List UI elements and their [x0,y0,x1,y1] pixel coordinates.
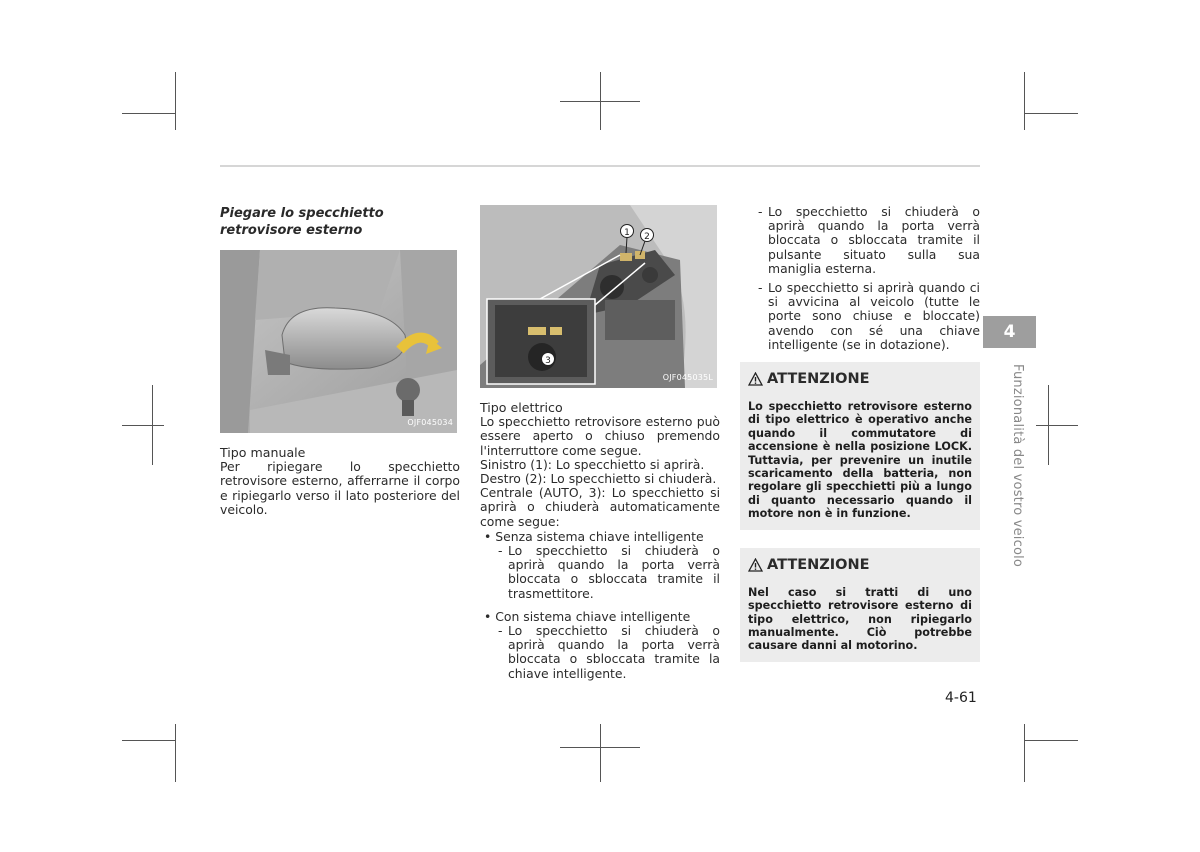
chapter-title: Funzionalità del vostro veicolo [1010,364,1025,568]
line-sinistro: Sinistro (1): Lo specchietto si aprirà. [480,456,705,472]
crop-mark [600,724,601,782]
warning-triangle-icon [748,372,763,386]
warning-title: ATTENZIONE [748,370,972,388]
crop-mark [122,740,176,741]
warning-text: Lo specchietto retrovisore esterno di tipo elettrico è operativo anche quando il commutatore di accensione è nella posizione LOCK. Tuttavia, per prevenire un inutile scaricamento della batteria, non regolare gli specchietti più a lungo di quanto necessario quando il motore non è in funzione. [748,400,972,521]
crop-mark [122,113,176,114]
right-column [740,205,980,662]
manual-type-text: Per ripiegare lo specchietto retrovisore esterno, afferrarne il corpo e ripiegarlo verso il lato posteriore del veicolo. [220,459,460,517]
middle-column [480,205,720,681]
mirror-illustration [220,250,457,433]
page-number: 4-61 [945,690,977,706]
dash-item: - Lo specchietto si chiuderà o aprirà quando la porta verrà bloccata o sbloccata tramite la chiave intelligente. [498,623,720,681]
warning-box [740,548,980,662]
crop-mark [122,425,164,426]
figure-code: OJF045035L [662,372,713,382]
electric-intro: Lo specchietto retrovisore esterno può essere aperto o chiuso premendo l'interruttore come segue. [480,414,720,458]
crop-mark [1024,113,1078,114]
dash-item: - Lo specchietto si chiuderà o aprirà quando la porta verrà bloccata o sbloccata tramite il pulsante situato sulla sua maniglia esterna. [758,204,980,276]
callout-1: 1 [624,228,630,238]
figure-code: OJF045034 [407,417,453,427]
crop-mark [560,747,640,748]
dash-item: - Lo specchietto si chiuderà o aprirà quando la porta verrà bloccata o sbloccata tramite il trasmettitore. [498,543,720,601]
header-rule [220,165,980,167]
crop-mark [1024,72,1025,130]
chapter-tab: 4 [983,316,1036,348]
warning-triangle-icon [748,558,763,572]
warning-title: ATTENZIONE [748,556,972,574]
dash-item: - Lo specchietto si aprirà quando ci si avvicina al veicolo (tutte le porte sono chiuse e bloccate) avendo con sé una chiave intelligente (se in dotazione). [758,280,980,352]
callout-2: 2 [644,232,650,242]
bullet-no-smart-key: • Senza sistema chiave intelligente [484,528,704,544]
line-centrale: Centrale (AUTO, 3): Lo specchietto si aprirà o chiuderà automaticamente come segue: [480,485,721,529]
manual-type-subhead: Tipo manuale [220,445,306,460]
crop-mark [175,72,176,130]
bullet-smart-key: • Con sistema chiave intelligente [484,608,691,624]
warning-text: Nel caso si tratti di uno specchietto retrovisore esterno di tipo elettrico, non ripiegarlo manualmente. Ciò potrebbe causare danni al motorino. [748,585,972,653]
left-column [220,205,460,517]
warning-box [740,362,980,530]
line-destro: Destro (2): Lo specchietto si chiuderà. [480,471,717,487]
electric-type-subhead: Tipo elettrico [480,400,563,415]
section-heading: Piegare lo specchietto retrovisore esterno [220,206,384,238]
crop-mark [175,724,176,782]
electric-switch-figure [480,205,717,388]
crop-mark [560,101,640,102]
manual-mirror-figure [220,250,457,433]
switch-illustration [480,205,717,388]
crop-mark [1036,425,1078,426]
crop-mark [1024,724,1025,782]
callout-3: 3 [545,356,551,366]
crop-mark [1024,740,1078,741]
